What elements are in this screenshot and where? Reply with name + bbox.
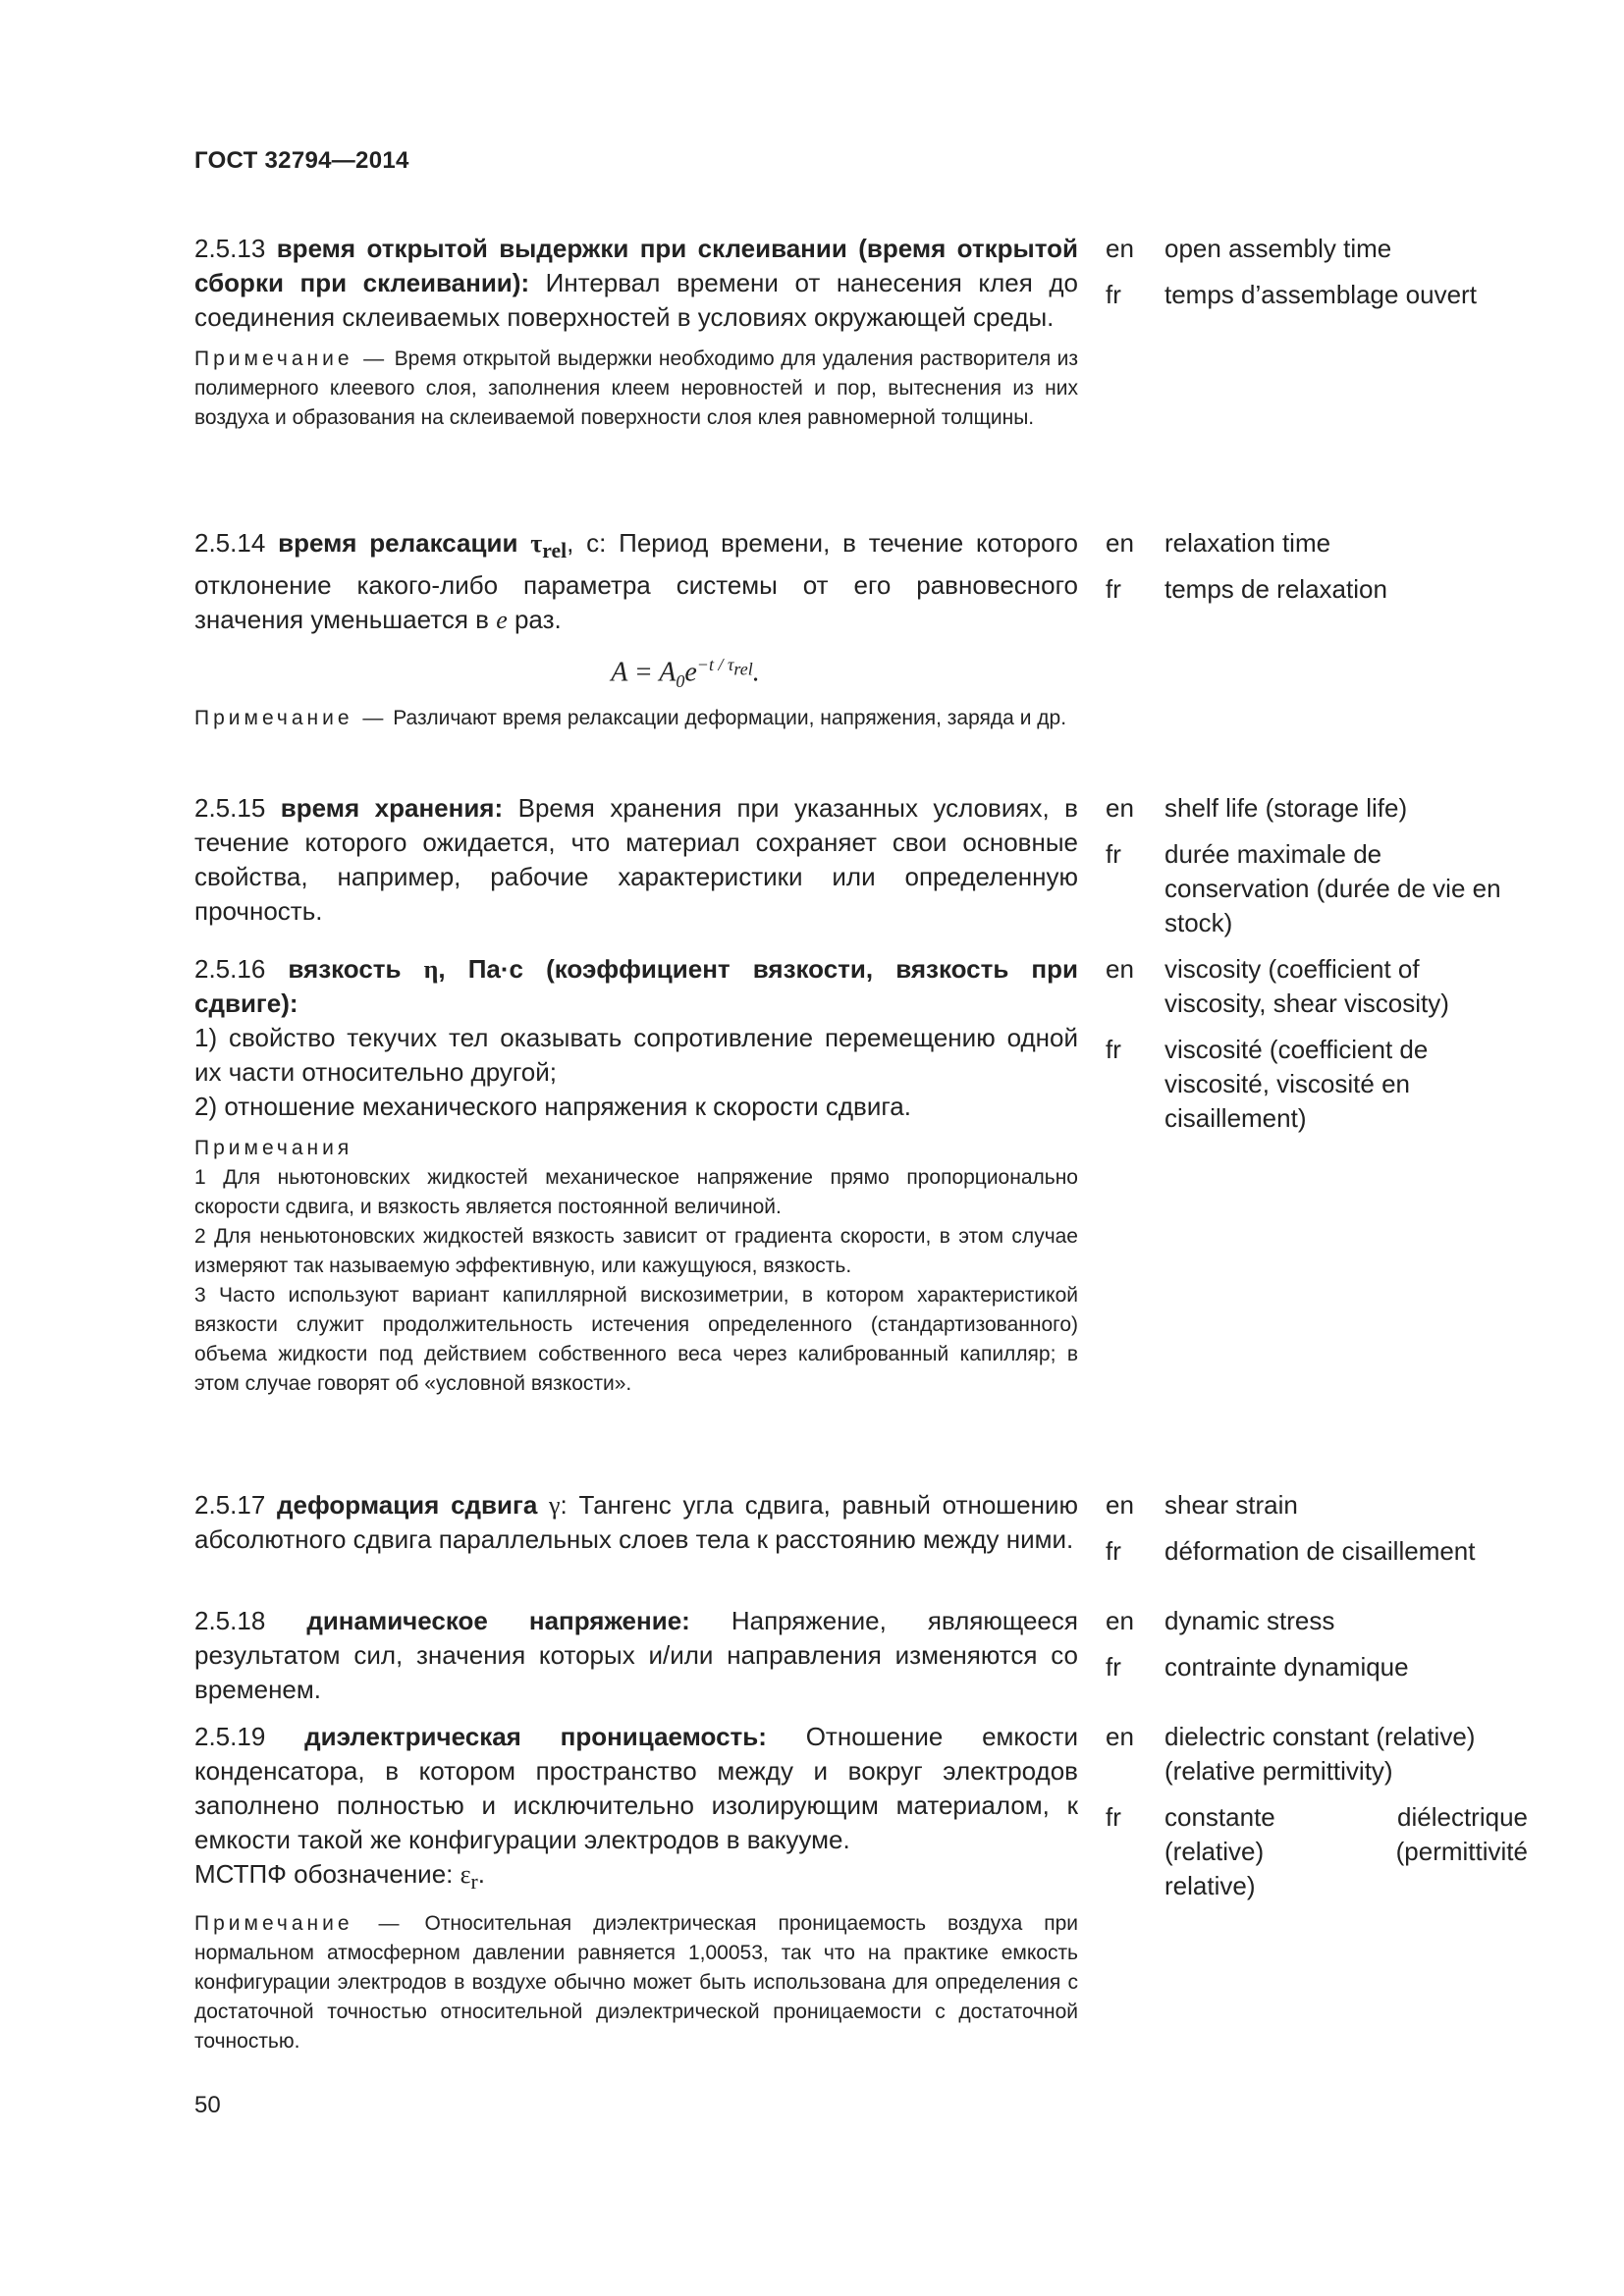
entry-2-5-19 [194,1720,1078,2056]
translations-2-5-16: en viscosity (coefficient of viscosity, shear viscosity) fr viscosité (coefficient de viscosité, viscosité en cisaillement) [1106,952,1528,1136]
entry-2-5-16 [194,952,1078,1399]
entry-text: 2.5.17 деформация сдвига γ: Тангенс угла сдвига, равный отношению абсолютного сдвига параллельных слоев тела к расстоянию между ними. [194,1490,1078,1554]
entry-def-2: 2) отношение механического напряжения к скорости сдвига. [194,1092,911,1121]
entry-note: Примечание — Время открытой выдержки необходимо для удаления растворителя из полимерного клеевого слоя, заполнения клеем неровностей и пор, вытеснения из них воздуха и образования на склеиваемой поверхности слоя клея равномерной толщины. [194,347,1078,429]
term-en: dielectric constant (relative) (relative permittivity) [1164,1722,1476,1786]
translations-2-5-15: en shelf life (storage life) fr durée maximale de conservation (durée de vie en stock) [1106,791,1528,940]
entry-notes: Примечания 1 Для ньютоновских жидкостей механическое напряжение прямо пропорционально скорости сдвига, и вязкость является постоянной величиной. 2 Для неньютоновских жидкостей вязкость зависит от градиента скорости, в этом случае измеряют так называемую эффективную, или кажущуюся, вязкость. 3 Часто используют вариант капиллярной вискозиметрии, в котором характеристикой вязкости служит продолжительность истечения определенного (стандартизованного) объема жидкости под действием собственного веса через калиброванный капилляр; в этом случае говорят об «условной вязкости». [194,1137,1078,1395]
term-fr: viscosité (coefficient de viscosité, viscosité en cisaillement) [1164,1035,1429,1133]
term-en: dynamic stress [1164,1606,1335,1635]
translations-2-5-19: en dielectric constant (relative) (relative permittivity) fr constante diélectrique (relative) (permittivité relative) [1106,1720,1528,1903]
formula: $A = A_0e^{-t / \tau_{rel}}$. [611,655,760,692]
term-en: shear strain [1164,1490,1298,1520]
term-en: open assembly time [1164,234,1392,263]
term-en: viscosity (coefficient of viscosity, shear viscosity) [1164,954,1449,1018]
entry-2-5-15 [194,791,1078,929]
entry-note: Примечание — Различают время релаксации деформации, напряжения, заряда и др. [194,707,1067,730]
translations-2-5-18: en dynamic stress fr contrainte dynamique [1106,1604,1528,1684]
entry-2-5-17 [194,1488,1078,1557]
term-fr: déformation de cisaillement [1164,1536,1476,1566]
entry-2-5-13 [194,232,1078,433]
entry-def-1: 1) свойство текучих тел оказывать сопротивление перемещению одной их части относительно другой; [194,1023,1078,1087]
entry-2-5-18 [194,1604,1078,1707]
term-fr: temps d’assemblage ouvert [1164,280,1477,309]
term-en: relaxation time [1164,528,1331,558]
document-header: ГОСТ 32794—2014 [194,147,409,174]
page-number: 50 [194,2092,221,2118]
term-en: shelf life (storage life) [1164,793,1408,823]
entry-text: 2.5.13 время открытой выдержки при склеивании (время открытой сборки при склеивании): Интервал времени от нанесения клея до соединения склеиваемых поверхностей в условиях окружающей среды. [194,234,1078,332]
translations-2-5-17: en shear strain fr déformation de cisaillement [1106,1488,1528,1569]
term-fr: contrainte dynamique [1164,1652,1409,1682]
entry-text: 2.5.18 динамическое напряжение: Напряжение, являющееся результатом сил, значения которых и/или направления изменяются со временем. [194,1606,1078,1704]
translations-2-5-13: en open assembly time fr temps d’assemblage ouvert [1106,232,1528,312]
term-fr: temps de relaxation [1164,574,1387,604]
entry-text: 2.5.14 время релаксации $\tau_{rel}$, с: Период времени, в течение которого отклонение какого-либо параметра системы от его равновесного значения уменьшается в e раз. [194,528,1078,635]
entry-text: 2.5.15 время хранения: Время хранения при указанных условиях, в течение которого ожидается, что материал сохраняет свои основные свойства, например, рабочие характеристики или определенную прочность. [194,793,1078,926]
term-fr: constante diélectrique (relative) (permittivité relative) [1164,1802,1528,1900]
translations-2-5-14: en relaxation time fr temps de relaxation [1106,526,1528,607]
entry-2-5-14 [194,526,1078,733]
entry-note: Примечание — Относительная диэлектрическая проницаемость воздуха при нормальном атмосферном давлении равняется 1,00053, так что на практике емкость конфигурации электродов в воздухе обычно может быть использована для определения с достаточной точностью относительной диэлектрической проницаемости с достаточной точностью. [194,1912,1078,2054]
entry-text: 2.5.16 вязкость η, Па·с (коэффициент вязкости, вязкость при сдвиге): [194,954,1078,1018]
entry-symbol-line: МСТПФ обозначение: $\varepsilon_r$. [194,1859,485,1895]
term-fr: durée maximale de conservation (durée de vie en stock) [1164,839,1501,937]
entry-text: 2.5.19 диэлектрическая проницаемость: Отношение емкости конденсатора, в котором пространство между и вокруг электродов заполнено полностью и исключительно изолирующим материалом, к емкости такой же конфигурации электродов в вакууме. [194,1722,1078,1854]
